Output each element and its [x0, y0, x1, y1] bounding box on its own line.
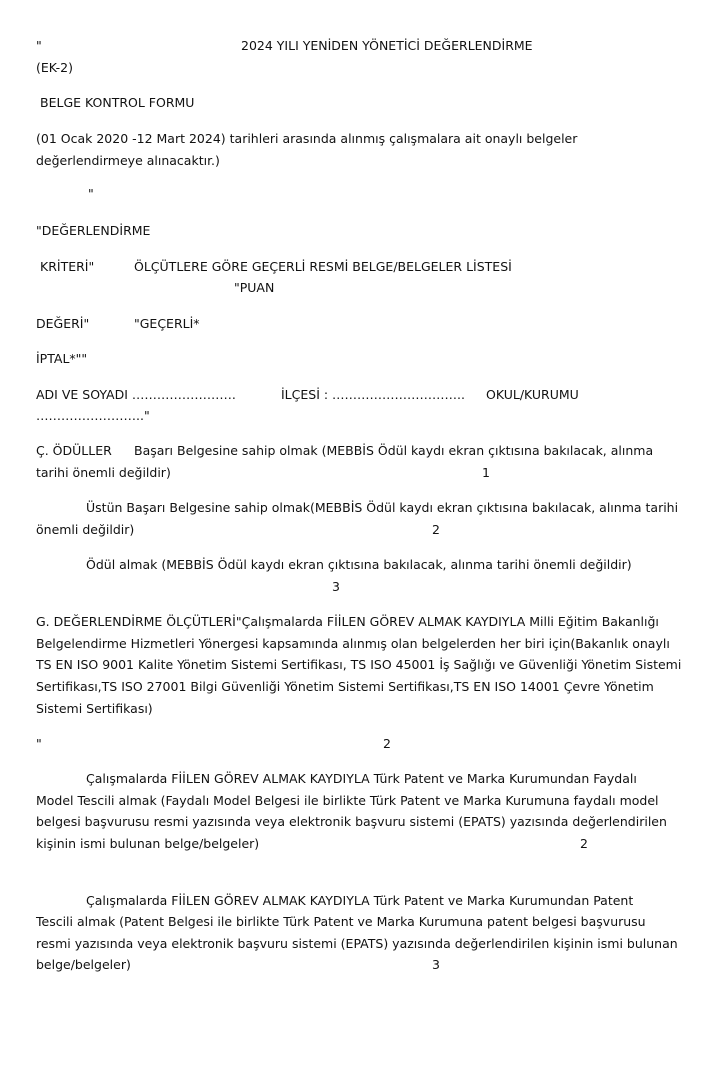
- patent-score: 3: [432, 957, 440, 972]
- patent-line4: belge/belgeler): [36, 957, 131, 972]
- cancel-header: İPTAL*"": [36, 351, 88, 366]
- criteria-header-line1: "DEĞERLENDİRME: [36, 223, 151, 238]
- award-item-2-line2: önemli değildir): [36, 522, 135, 537]
- section-g-line4: Sertifikası,TS ISO 27001 Bilgi Güvenliği Yönetim Sistemi Sertifikası,TS EN ISO 14001 Çevre Yönetim: [36, 679, 654, 694]
- patent-line2: Tescili almak (Patent Belgesi ile birlikte Türk Patent ve Marka Kurumuna patent belgesi başvurusu: [36, 914, 646, 929]
- date-range-note-line1: (01 Ocak 2020 -12 Mart 2024) tarihleri arasında alınmış çalışmalara ait onaylı belgeler: [36, 131, 578, 146]
- patent-line3: resmi yazısında veya elektronik başvuru sistemi (EPATS) yazısında değerlendirilen kişinin ismi bulunan: [36, 936, 678, 951]
- award-item-1-line2: tarihi önemli değildir): [36, 465, 171, 480]
- school-field-continuation: ……………………..": [36, 408, 150, 423]
- header-quote-mark: ": [36, 38, 42, 53]
- section-g-line3: TS EN ISO 9001 Kalite Yönetim Sistemi Sertifikası, TS ISO 45001 İş Sağlığı ve Güvenliği Yönetim Sistemi: [36, 657, 682, 672]
- utility-model-line4: kişinin ismi bulunan belge/belgeler): [36, 836, 260, 851]
- award-item-3-score: 3: [332, 579, 340, 594]
- valid-header: "GEÇERLİ*: [134, 316, 200, 331]
- patent-line1: Çalışmalarda FİİLEN GÖREV ALMAK KAYDIYLA Türk Patent ve Marka Kurumundan Patent: [86, 893, 634, 908]
- section-g-quote-mark: ": [36, 736, 42, 751]
- district-field: İLÇESİ : …………………………..: [281, 387, 466, 402]
- date-range-note-line2: değerlendirmeye alınacaktır.): [36, 153, 220, 168]
- utility-model-line2: Model Tescili almak (Faydalı Model Belgesi ile birlikte Türk Patent ve Marka Kurumuna faydalı model: [36, 793, 659, 808]
- criteria-header-line2: KRİTERİ": [40, 259, 95, 274]
- awards-section-label: Ç. ÖDÜLLER: [36, 443, 112, 458]
- score-header-line1: "PUAN: [234, 280, 275, 295]
- award-item-1-line1: Başarı Belgesine sahip olmak (MEBBİS Ödül kaydı ekran çıktısına bakılacak, alınma: [134, 443, 654, 458]
- award-item-2-line1: Üstün Başarı Belgesine sahip olmak(MEBBİS Ödül kaydı ekran çıktısına bakılacak, alınma tarihi: [86, 500, 679, 515]
- section-g-line2: Belgelendirme Hizmetleri Yönergesi kapsamında alınmış olan belgelerden her biri için(Bakanlık onaylı: [36, 636, 670, 651]
- lone-quote-mark: ": [88, 186, 94, 201]
- school-field: OKUL/KURUMU: [486, 387, 579, 402]
- award-item-1-score: 1: [482, 465, 490, 480]
- utility-model-line3: belgesi başvurusu resmi yazısında veya elektronik başvuru sistemi (EPATS) yazısında değerlendirilen: [36, 814, 667, 829]
- section-g-line5: Sistemi Sertifikası): [36, 701, 153, 716]
- award-item-2-score: 2: [432, 522, 440, 537]
- name-field: ADI VE SOYADI …………………….: [36, 387, 236, 402]
- annex-label: (EK-2): [36, 60, 73, 75]
- document-title: 2024 YILI YENİDEN YÖNETİCİ DEĞERLENDİRME: [241, 38, 533, 53]
- score-header-line2: DEĞERİ": [36, 316, 90, 331]
- section-g-score: 2: [383, 736, 391, 751]
- section-g-line1: G. DEĞERLENDİRME ÖLÇÜTLERİ"Çalışmalarda FİİLEN GÖREV ALMAK KAYDIYLA Milli Eğitim Bakanlığı: [36, 614, 659, 629]
- documents-list-header: ÖLÇÜTLERE GÖRE GEÇERLİ RESMİ BELGE/BELGELER LİSTESİ: [134, 259, 512, 274]
- utility-model-line1: Çalışmalarda FİİLEN GÖREV ALMAK KAYDIYLA Türk Patent ve Marka Kurumundan Faydalı: [86, 771, 637, 786]
- award-item-3-line1: Ödül almak (MEBBİS Ödül kaydı ekran çıktısına bakılacak, alınma tarihi önemli değildir): [86, 557, 632, 572]
- utility-model-score: 2: [580, 836, 588, 851]
- form-title: BELGE KONTROL FORMU: [40, 95, 195, 110]
